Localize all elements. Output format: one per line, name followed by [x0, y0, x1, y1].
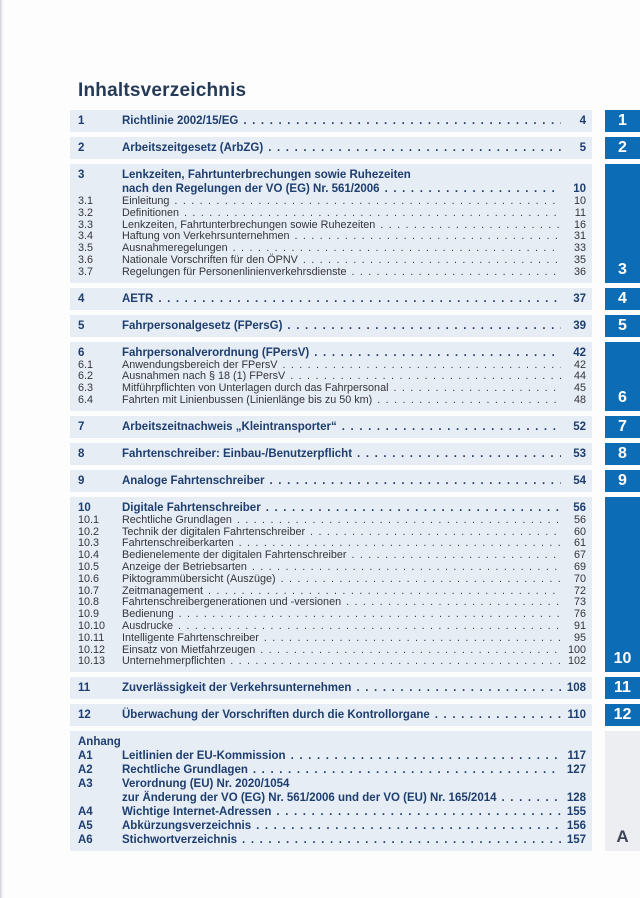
toc-entry-page: 39 [573, 319, 586, 332]
toc-entry-page: 33 [573, 242, 586, 255]
toc-entry-page: 69 [573, 560, 586, 573]
edge-tab-2 [605, 137, 640, 159]
toc-entry-page: 91 [573, 619, 586, 632]
toc-entry-title: Unternehmerpflichten [122, 655, 226, 668]
toc-row [70, 501, 592, 515]
toc-entry-number: 5 [78, 319, 85, 332]
toc-entry-page: 16 [573, 218, 586, 231]
dot-leader [276, 805, 561, 819]
toc-entry-number: 7 [78, 420, 85, 433]
toc-entry-title: Haftung von Verkehrsunternehmen [122, 230, 290, 243]
toc-entry-page: 117 [567, 750, 586, 763]
toc-entry-title: Arbeitszeitgesetz (ArbZG) [122, 142, 264, 154]
toc-entry-title: Rechtliche Grundlagen [122, 764, 248, 777]
dot-leader [385, 182, 561, 196]
toc-entry-page: 76 [573, 608, 586, 621]
toc-section-2 [70, 137, 592, 159]
toc-entry-number: 10.7 [78, 584, 100, 597]
toc-entry-number: 10.2 [78, 525, 100, 538]
toc-row [70, 208, 592, 220]
toc-entry-number: 10.10 [78, 619, 106, 632]
toc-entry-page: 108 [566, 682, 586, 695]
toc-section-6 [70, 342, 592, 411]
edge-tab-1 [605, 110, 640, 132]
toc-entry-page: 127 [566, 764, 586, 777]
toc-section-A [70, 731, 592, 851]
toc-entry-number: 3 [78, 169, 85, 181]
toc-entry-page: 36 [573, 265, 586, 278]
toc-entry-page: 156 [566, 820, 586, 833]
dot-leader [270, 474, 561, 488]
toc-entry-number: 6.1 [78, 358, 94, 371]
edge-tab-label: 7 [618, 417, 627, 435]
dot-leader [294, 231, 561, 243]
toc-entry-page: 31 [573, 230, 586, 243]
toc-entry-title: Nationale Vorschriften für den ÖPNV [122, 253, 298, 266]
edge-tab-10 [605, 497, 640, 672]
toc-row [70, 805, 592, 819]
toc-sections [70, 110, 592, 851]
toc-entry-number: 8 [78, 447, 85, 460]
toc-row [70, 114, 592, 128]
dot-leader [377, 395, 561, 407]
toc-entry-page: 53 [573, 447, 586, 460]
dot-leader [158, 292, 561, 306]
toc-entry-title: Ausnahmen nach § 18 (1) FPersV [122, 370, 286, 383]
toc-entry-number: 6 [78, 346, 85, 359]
dot-leader [243, 114, 561, 128]
edge-tab-12 [605, 704, 640, 726]
toc-entry-title: Bedienung [122, 608, 174, 621]
dot-leader [314, 346, 561, 360]
dot-leader [351, 267, 561, 279]
toc-entry-number: 10.12 [78, 643, 106, 656]
toc-row [70, 819, 592, 833]
edge-tab-label: A [616, 827, 629, 847]
toc-row [70, 168, 592, 182]
toc-entry-number: 10.3 [78, 537, 100, 550]
edge-tab-A [605, 731, 640, 851]
toc-entry-number: 6.4 [78, 393, 94, 406]
toc-entry-page: 60 [573, 525, 586, 538]
toc-entry-number: 4 [78, 292, 85, 305]
toc-entry-page: 110 [567, 709, 586, 722]
dot-leader [282, 360, 561, 372]
edge-tab-label: 11 [614, 679, 631, 697]
toc-entry-page: 67 [573, 549, 586, 562]
edge-tab-label: 6 [618, 388, 627, 406]
dot-leader [287, 319, 561, 333]
toc-entry-page: 45 [573, 382, 586, 395]
toc-entry-page: 54 [573, 474, 586, 487]
toc-entry-number: 10 [78, 501, 91, 514]
scan-edge-artifact [0, 0, 4, 898]
toc-entry-page: 102 [567, 655, 586, 668]
content [70, 80, 592, 856]
toc-row [70, 562, 592, 574]
edge-tab-9 [605, 470, 640, 492]
toc-section-9 [70, 470, 592, 492]
edge-tab-5 [605, 315, 640, 337]
toc-row [70, 319, 592, 333]
edge-tab-label: 1 [618, 112, 627, 129]
toc-section-7 [70, 416, 592, 438]
toc-entry-title: nach den Regelungen der VO (EG) Nr. 561/2006 [122, 183, 380, 195]
toc-entry-title: Analoge Fahrtenschreiber [122, 474, 265, 487]
edge-tab-label: 8 [618, 444, 627, 462]
dot-leader [184, 208, 561, 220]
toc-entry-title: Fahrtenschreiberkarten [122, 537, 234, 550]
toc-entry-title: Piktogrammübersicht (Auszüge) [122, 572, 276, 585]
edge-tab-7 [605, 416, 640, 438]
toc-entry-title: AETR [122, 292, 154, 305]
toc-entry-page: 42 [573, 346, 586, 359]
toc-entry-page: 72 [573, 584, 586, 597]
toc-row [70, 182, 592, 196]
toc-entry-title: zur Änderung der VO (EG) Nr. 561/2006 und der VO (EU) Nr. 165/2014 [122, 792, 497, 805]
toc-entry-page: 157 [566, 834, 586, 847]
toc-entry-title: Fahrten mit Linienbussen (Linienlänge bis zu 50 km) [122, 393, 373, 406]
toc-entry-number: A2 [78, 764, 93, 777]
toc-entry-number: 10.1 [78, 513, 100, 526]
toc-entry-title: Rechtliche Grundlagen [122, 513, 232, 526]
appendix-heading: Anhang [78, 736, 121, 749]
toc-row [70, 708, 592, 722]
toc-row [70, 255, 592, 267]
edge-tab-3 [605, 164, 640, 283]
dot-leader [179, 609, 561, 621]
toc-row [70, 777, 592, 791]
toc-row [70, 346, 592, 360]
dot-leader [346, 597, 561, 609]
toc-entry-page: 10 [573, 183, 586, 195]
toc-section-10 [70, 497, 592, 672]
edge-tab-label: 12 [613, 706, 632, 724]
edge-tab-label: 2 [618, 139, 627, 156]
toc-entry-page: 35 [573, 253, 586, 266]
dot-leader [252, 562, 561, 574]
toc-entry-title: Digitale Fahrtenschreiber [122, 501, 261, 514]
toc-section-8 [70, 443, 592, 465]
toc-entry-title: Überwachung der Vorschriften durch die Kontrollorgane [122, 709, 430, 722]
dot-leader [502, 791, 561, 805]
toc-entry-title: Lenkzeiten, Fahrtunterbrechungen sowie Ruhezeiten [122, 169, 411, 181]
toc-entry-number: 10.8 [78, 596, 100, 609]
toc-row [70, 141, 592, 155]
toc-section-11 [70, 677, 592, 699]
dot-leader [268, 141, 561, 155]
dot-leader [393, 383, 561, 395]
toc-entry-title: Ausdrucke [122, 619, 174, 632]
edge-tab-6 [605, 342, 640, 411]
toc-entry-page: 48 [573, 393, 586, 406]
toc-entry-number: 10.4 [78, 549, 100, 562]
toc-entry-page: 5 [579, 142, 586, 154]
toc-row [70, 574, 592, 586]
toc-entry-title: Anwendungsbereich der FPersV [122, 358, 278, 371]
toc-entry-title: Fahrtenschreiber: Einbau-/Benutzerpflicht [122, 447, 353, 460]
edge-tab-label: 10 [613, 650, 632, 668]
toc-section-1 [70, 110, 592, 132]
toc-row [70, 395, 592, 407]
toc-entry-title: Verordnung (EU) Nr. 2020/1054 [122, 778, 290, 791]
toc-entry-page: 11 [574, 206, 586, 219]
dot-leader [260, 645, 561, 657]
dot-leader [357, 447, 561, 461]
toc-entry-title: Einleitung [122, 195, 170, 207]
toc-entry-title: Definitionen [122, 206, 180, 219]
toc-row [70, 791, 592, 805]
toc-entry-page: 56 [573, 513, 586, 526]
toc-entry-number: 3.3 [78, 218, 94, 231]
dot-leader [237, 515, 561, 527]
toc-entry-number: 10.6 [78, 572, 100, 585]
edge-tab-label: 3 [618, 260, 627, 278]
dot-leader [230, 656, 561, 668]
toc-entry-page: 61 [573, 537, 586, 550]
toc-entry-number: A3 [78, 778, 93, 791]
toc-entry-page: 95 [573, 631, 586, 644]
toc-row [70, 763, 592, 777]
dot-leader [242, 833, 561, 847]
toc-entry-title: Zuverlässigkeit der Verkehrsunternehmen [122, 682, 352, 695]
toc-section-3 [70, 164, 592, 283]
toc-entry-title: Richtlinie 2002/15/EG [122, 115, 239, 127]
toc-entry-number: A1 [78, 750, 93, 763]
edge-tab-label: 5 [618, 316, 627, 334]
toc-row [70, 447, 592, 461]
dot-leader [356, 681, 561, 695]
toc-row [70, 656, 592, 668]
edge-tab-label: 4 [618, 289, 627, 307]
toc-entry-title: Ausnahmeregelungen [122, 242, 228, 255]
toc-entry-number: 10.5 [78, 560, 100, 573]
edge-tab-label: 9 [618, 471, 627, 489]
toc-entry-page: 42 [573, 358, 586, 371]
dot-leader [281, 574, 561, 586]
toc-entry-title: Lenkzeiten, Fahrtunterbrechungen sowie Ruhezeiten [122, 218, 376, 231]
dot-leader [178, 621, 561, 633]
toc-entry-number: 12 [78, 709, 91, 722]
toc-entry-title: Fahrpersonalgesetz (FPersG) [122, 319, 283, 332]
toc-entry-title: Einsatz von Mietfahrzeugen [122, 643, 256, 656]
toc-entry-number: 3.5 [78, 242, 94, 255]
toc-row [70, 267, 592, 279]
toc-row [70, 749, 592, 763]
toc-row [70, 292, 592, 306]
toc-entry-page: 70 [573, 572, 586, 585]
dot-leader [253, 763, 561, 777]
toc-row [70, 681, 592, 695]
toc-entry-number: 6.2 [78, 370, 94, 383]
toc-section-4 [70, 288, 592, 310]
dot-leader [435, 708, 561, 722]
toc-entry-number: 3.2 [78, 206, 94, 219]
toc-entry-number: 10.11 [78, 631, 105, 644]
toc-entry-number: A5 [78, 820, 93, 833]
edge-tab-8 [605, 443, 640, 465]
toc-entry-number: 9 [78, 474, 85, 487]
dot-leader [256, 819, 561, 833]
toc-entry-page: 52 [573, 420, 586, 433]
toc-entry-page: 10 [573, 195, 586, 207]
toc-entry-page: 4 [579, 115, 586, 127]
toc-entry-number: 3.4 [78, 230, 94, 243]
toc-entry-title: Bedienelemente der digitalen Fahrtenschreiber [122, 549, 347, 562]
toc-entry-number: 3.1 [78, 195, 94, 207]
toc-entry-title: Fahrpersonalverordnung (FPersV) [122, 346, 310, 359]
edge-tab-11 [605, 677, 640, 699]
page-title: Inhaltsverzeichnis [78, 80, 247, 101]
toc-entry-number: 3.7 [78, 265, 94, 278]
toc-entry-number: A4 [78, 806, 93, 819]
toc-row [70, 833, 592, 847]
toc-entry-title: Arbeitszeitnachweis „Kleintransporter“ [122, 420, 337, 433]
toc-entry-page: 128 [566, 792, 586, 805]
toc-entry-title: Mitführpflichten von Unterlagen durch das Fahrpersonal [122, 382, 389, 395]
toc-entry-title: Fahrtenschreibergenerationen und -versionen [122, 596, 342, 609]
toc-entry-number: 6.3 [78, 382, 94, 395]
toc-entry-page: 37 [573, 292, 586, 305]
toc-entry-number: 2 [78, 142, 85, 154]
dot-leader [342, 420, 561, 434]
dot-leader [291, 749, 561, 763]
toc-section-5 [70, 315, 592, 337]
dot-leader [266, 501, 561, 515]
toc-entry-title: Regelungen für Personenlinienverkehrsdienste [122, 265, 347, 278]
dot-leader [303, 255, 561, 267]
dot-leader [310, 527, 561, 539]
toc-entry-page: 44 [573, 370, 586, 383]
toc-entry-page: 100 [567, 643, 586, 656]
dot-leader [264, 633, 561, 645]
toc-entry-title: Technik der digitalen Fahrtenschreiber [122, 525, 306, 538]
toc-row [70, 621, 592, 633]
toc-entry-number: 10.13 [78, 655, 106, 668]
edge-tab-4 [605, 288, 640, 310]
toc-entry-title: Zeitmanagement [122, 584, 204, 597]
toc-entry-number: 11 [78, 682, 91, 695]
toc-entry-number: 10.9 [78, 608, 100, 621]
toc-section-12 [70, 704, 592, 726]
toc-entry-title: Wichtige Internet-Adressen [122, 806, 272, 819]
toc-row [70, 420, 592, 434]
toc-entry-title: Leitlinien der EU-Kommission [122, 750, 286, 763]
toc-entry-page: 155 [566, 806, 586, 819]
toc-row [70, 474, 592, 488]
toc-row [70, 633, 592, 645]
toc-entry-title: Stichwortverzeichnis [122, 834, 238, 847]
dot-leader [380, 220, 561, 232]
toc-entry-title: Abkürzungsverzeichnis [122, 820, 252, 833]
toc-entry-number: 3.6 [78, 253, 94, 266]
toc-entry-page: 73 [573, 596, 586, 609]
toc-entry-page: 56 [573, 501, 586, 514]
toc-entry-number: A6 [78, 834, 93, 847]
dot-leader [174, 196, 561, 208]
toc-row [70, 515, 592, 527]
toc-row [70, 735, 592, 749]
toc-entry-title: Anzeige der Betriebsarten [122, 560, 247, 573]
toc-entry-number: 1 [78, 115, 85, 127]
toc-entry-title: Intelligente Fahrtenschreiber [122, 631, 259, 644]
dot-leader [351, 550, 561, 562]
